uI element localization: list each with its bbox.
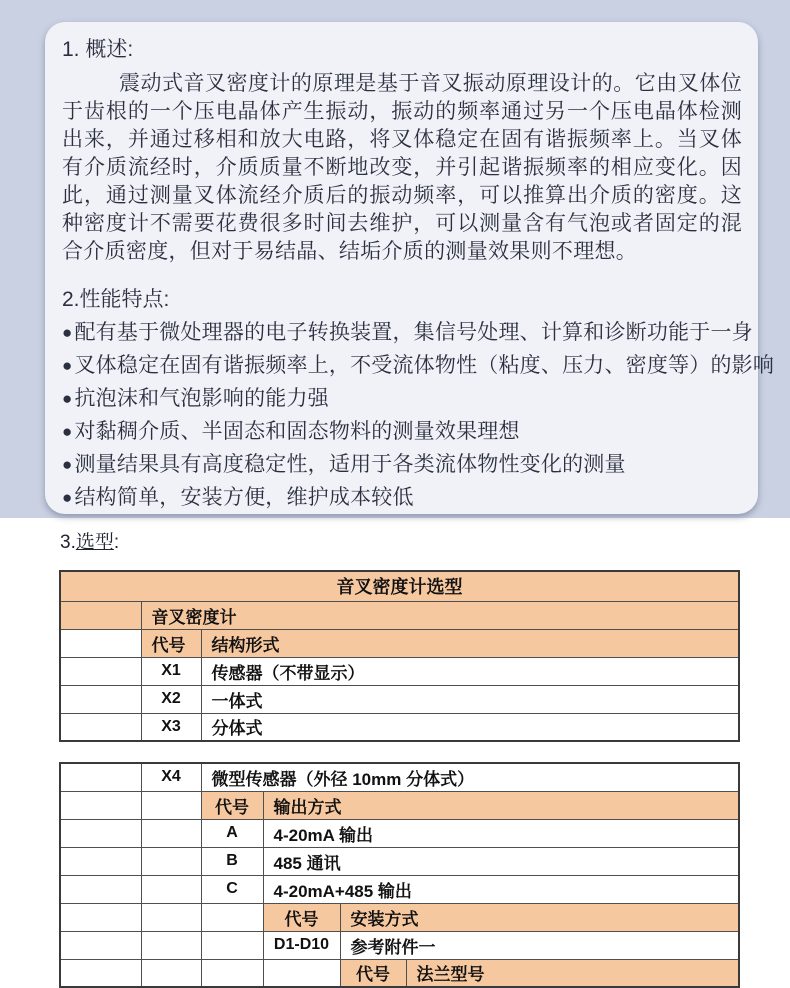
desc-cell: 分体式 — [201, 713, 739, 741]
table-row — [60, 875, 739, 903]
empty-cell — [60, 903, 141, 931]
desc-cell: 485 通讯 — [263, 847, 739, 875]
install-header-cell: 安装方式 — [340, 903, 739, 931]
bullet-icon: ● — [62, 356, 73, 375]
features-list — [62, 316, 775, 514]
empty-cell — [201, 931, 263, 959]
feature-item — [62, 448, 742, 481]
table-row — [60, 571, 739, 601]
code-cell: X1 — [141, 657, 201, 685]
empty-cell — [60, 847, 141, 875]
empty-cell — [141, 791, 201, 819]
selection-table-x4 — [59, 762, 740, 988]
empty-cell — [141, 875, 201, 903]
category-header-cell: 音叉密度计 — [141, 601, 739, 629]
empty-cell — [60, 875, 141, 903]
empty-cell — [60, 819, 141, 847]
empty-cell — [201, 903, 263, 931]
code-header-cell: 代号 — [141, 629, 201, 657]
feature-item — [62, 382, 742, 415]
desc-cell: 传感器（不带显示） — [201, 657, 739, 685]
bullet-icon: ● — [62, 389, 73, 408]
selection-heading-word: 选型 — [75, 532, 114, 553]
features-heading: 2.性能特点: — [62, 288, 170, 311]
empty-cell — [60, 763, 141, 791]
code-header-cell: 代号 — [340, 959, 406, 987]
selection-heading — [60, 527, 119, 554]
selection-heading-colon: : — [113, 532, 120, 553]
empty-cell — [201, 959, 263, 987]
intro-card — [45, 22, 775, 514]
table-row — [60, 629, 739, 657]
table-row — [60, 931, 739, 959]
table-row — [60, 657, 739, 685]
code-cell: X4 — [141, 763, 201, 791]
empty-cell — [263, 959, 340, 987]
desc-cell: 微型传感器（外径 10mm 分体式） — [201, 763, 739, 791]
desc-cell: 4-20mA+485 输出 — [263, 875, 739, 903]
empty-cell — [60, 601, 141, 629]
code-cell: A — [201, 819, 263, 847]
code-cell: X3 — [141, 713, 201, 741]
selection-heading-number: 3. — [60, 532, 76, 553]
feature-text: 对黏稠介质、半固态和固态物料的测量效果理想 — [74, 420, 520, 443]
overview-paragraph: 震动式音叉密度计的原理是基于音叉振动原理设计的。它由叉体位于齿根的一个压电晶体产生振动，振动的频率通过另一个压电晶体检测出来，并通过移相和放大电路，将叉体稳定在固有谐振频率上。当叉体有介质流经时，介质质量不断地改变，并引起谐振频率的相应变化。因此，通过测量叉体流经介质后的振动频率，可以推算出介质的密度。这种密度计不需要花费很多时间去维护，可以测量含有气泡或者固定的混合介质密度，但对于易结晶、结垢介质的测量效果则不理想。 — [62, 72, 742, 263]
desc-cell: 4-20mA 输出 — [263, 819, 739, 847]
feature-item — [62, 316, 753, 349]
code-cell: D1-D10 — [263, 931, 340, 959]
code-cell: X2 — [141, 685, 201, 713]
feature-text: 叉体稳定在固有谐振频率上，不受流体物性（粘度、压力、密度等）的影响 — [74, 354, 775, 377]
code-header-cell: 代号 — [263, 903, 340, 931]
feature-text: 测量结果具有高度稳定性，适用于各类流体物性变化的测量 — [74, 453, 626, 476]
flange-header-cell: 法兰型号 — [406, 959, 739, 987]
feature-text: 抗泡沫和气泡影响的能力强 — [74, 387, 329, 410]
table-row — [60, 819, 739, 847]
table-row — [60, 959, 739, 987]
table-row — [60, 903, 739, 931]
empty-cell — [60, 657, 141, 685]
empty-cell — [141, 959, 201, 987]
table-row — [60, 791, 739, 819]
empty-cell — [60, 791, 141, 819]
bullet-icon: ● — [62, 455, 73, 474]
empty-cell — [141, 847, 201, 875]
feature-item — [62, 349, 775, 382]
empty-cell — [60, 713, 141, 741]
table-row — [60, 763, 739, 791]
desc-cell: 一体式 — [201, 685, 739, 713]
feature-text: 结构简单，安装方便，维护成本较低 — [74, 486, 414, 509]
bullet-icon: ● — [62, 422, 73, 441]
empty-cell — [60, 959, 141, 987]
code-header-cell: 代号 — [201, 791, 263, 819]
feature-item — [62, 481, 742, 514]
table-row — [60, 685, 739, 713]
bullet-icon: ● — [62, 488, 73, 507]
table-title: 音叉密度计选型 — [60, 571, 739, 601]
empty-cell — [141, 931, 201, 959]
feature-text: 配有基于微处理器的电子转换装置，集信号处理、计算和诊断功能于一身 — [74, 321, 753, 344]
desc-cell: 参考附件一 — [340, 931, 739, 959]
table-row — [60, 601, 739, 629]
empty-cell — [141, 903, 201, 931]
bullet-icon: ● — [62, 323, 73, 342]
empty-cell — [60, 685, 141, 713]
empty-cell — [141, 819, 201, 847]
code-cell: C — [201, 875, 263, 903]
overview-heading: 1. 概述: — [62, 38, 134, 61]
selection-table-main — [59, 570, 740, 742]
output-header-cell: 输出方式 — [263, 791, 739, 819]
table-row — [60, 713, 739, 741]
code-cell: B — [201, 847, 263, 875]
empty-cell — [60, 629, 141, 657]
struct-header-cell: 结构形式 — [201, 629, 739, 657]
empty-cell — [60, 931, 141, 959]
feature-item — [62, 415, 742, 448]
table-row — [60, 847, 739, 875]
